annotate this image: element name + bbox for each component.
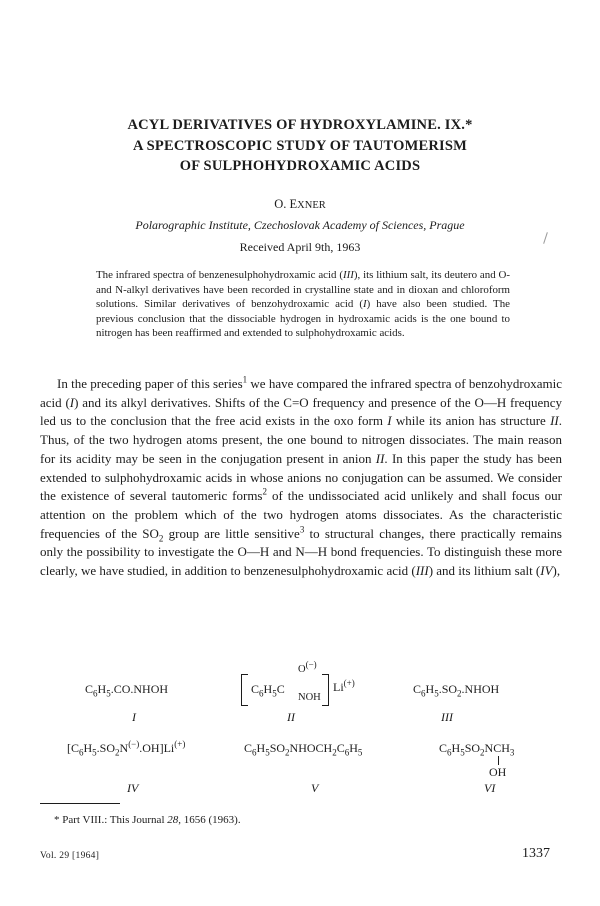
title-line-1: ACYL DERIVATIVES OF HYDROXYLAMINE. IX.* (127, 117, 473, 133)
received-date: Received April 9th, 1963 (239, 240, 361, 254)
footnote-rule (40, 803, 120, 804)
formula-label-4: IV (127, 781, 139, 795)
footnote: * Part VIII.: This Journal 28, 1656 (1963). (54, 814, 241, 826)
formula-label-3: III (441, 710, 453, 724)
title-line-3: OF SULPHOHYDROXAMIC ACIDS (179, 158, 421, 174)
formula-1: $C_6H_5.CO.NHOH$ (85, 682, 169, 699)
formula-6: $C_6H_5SO_2NCH_3$ (439, 741, 515, 758)
right-bracket (322, 674, 329, 706)
formula-6-hydroxyl: OH (489, 765, 507, 779)
formula-2-noh: NOH (298, 692, 321, 703)
left-bracket (241, 674, 248, 706)
formula-label-5: V (311, 781, 319, 795)
abstract: The infrared spectra of benzenesulphohydroxamic acid (III), its lithium salt, its deutero and O- and N-alkyl derivatives have been recorded in crystalline state and in dioxan and chloroform solutions. Similar derivatives of benzohydroxamic acid (I) have also been studied. The previous conclusion that the dissociable hydrogen in hydroxamic acids is the one bound to nitrogen has been reaffirmed and extended to sulphohydroxamic acids. (96, 269, 511, 339)
volume-footer: Vol. 29 [1964] (40, 851, 100, 861)
formula-label-1: I (132, 710, 136, 724)
formula-label-6: VI (484, 781, 496, 795)
title-line-2: A SPECTROSCOPIC STUDY OF TAUTOMERISM (132, 138, 468, 154)
author: O. EXNER (274, 197, 326, 211)
page-number: 1337 (522, 846, 550, 861)
affiliation: Polarographic Institute, Czechoslovak Academy of Sciences, Prague (135, 218, 465, 232)
formula-2-oxygen: O(−) (298, 659, 317, 675)
body-paragraph: In the preceding paper of this series$^1$ we have compared the infrared spectra of benzohydroxamic acid (I) and its alkyl derivatives. Shifts of the C=O frequency and presence of the O—H frequency led us to the conclusion that the free acid exists in the oxo form I while its anion has structure II. Thus, of the two hydrogen atoms present, the one bound to nitrogen dissociates. The main reason for its acidity may be seen in the conjugation present in anion II. In this paper the study has been extended to sulphohydroxamic acids in whose anions no conjugation can be assumed. We consider the existence of several tautomeric forms$^2$ of the undissociated acid unlikely and shall focus our attention on the problem which of the two hydrogen atoms dissociates. As the characteristic frequencies of the $SO_2$ group are little sensitive$^3$ to structural changes, there practically remains only the possibility to investigate the O—H and N—H bond frequencies. To distinguish these more clearly, we have studied, in addition to benzenesulphohydroxamic acid (III) and its lithium salt (IV), (40, 374, 563, 579)
formula-2-core: $C_6H_5C$ (251, 682, 285, 699)
formula-4: $[C_6H_5.SO_2N^{(-)}.OH]Li^{(+)}$ (67, 739, 186, 758)
formula-5: $C_6H_5SO_2NHOCH_2C_6H_5$ (244, 741, 363, 758)
formula-3: $C_6H_5.SO_2.NHOH$ (413, 682, 500, 699)
formula-2-counterion: Li(+) (333, 678, 355, 694)
formula-label-2: II (287, 710, 295, 724)
bond-line (498, 756, 499, 765)
